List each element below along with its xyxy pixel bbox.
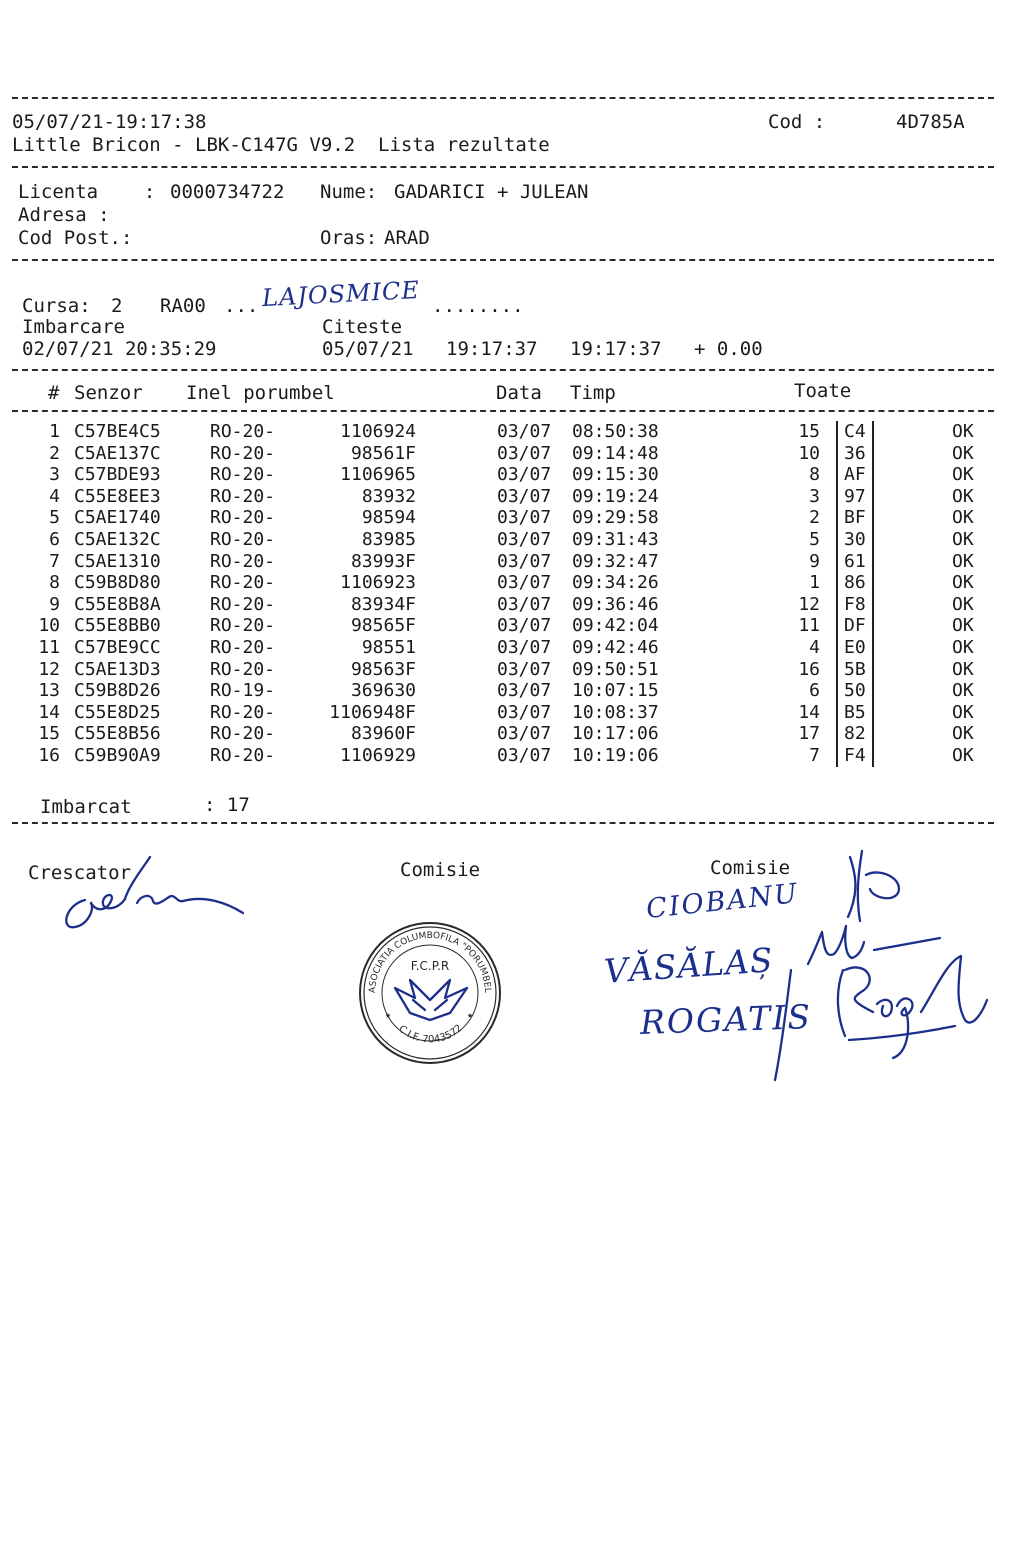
status-ok: OK: [952, 723, 974, 745]
rank-position: 9: [809, 550, 820, 572]
adresa-label: Adresa :: [18, 204, 110, 226]
sensor-id: C57BDE93: [74, 464, 161, 486]
handwritten-name-3: ROGATIS: [639, 997, 813, 1042]
rank-position: 4: [809, 636, 820, 658]
results-table: [0, 421, 1024, 767]
arrival-time: 08:50:38: [572, 421, 659, 442]
table-row: [0, 572, 1024, 594]
status-ok: OK: [952, 550, 974, 572]
nume-value: GADARICI + JULEAN: [394, 181, 589, 203]
row-index: 9: [49, 593, 60, 615]
ring-number: 98565F: [350, 615, 416, 637]
status-ok: OK: [952, 421, 974, 442]
col-header-inel: Inel porumbel: [186, 382, 335, 404]
row-index: 14: [38, 701, 60, 723]
ring-prefix: RO-20-: [210, 442, 276, 464]
sensor-id: C55E8EE3: [74, 485, 161, 507]
sensor-id: C5AE1740: [74, 507, 161, 529]
row-index: 7: [49, 550, 60, 572]
ring-number: 83932: [361, 485, 416, 507]
status-ok: OK: [952, 528, 974, 550]
imbarcare-datetime: 02/07/21 20:35:29: [22, 338, 217, 360]
sensor-id: C55E8D25: [74, 701, 161, 723]
sensor-id: C5AE137C: [74, 442, 161, 464]
arrival-time: 10:17:06: [572, 723, 659, 745]
table-row: [0, 464, 1024, 486]
arrival-date: 03/07: [497, 636, 552, 658]
arrival-time: 09:14:48: [572, 442, 659, 464]
status-ok: OK: [952, 464, 974, 486]
status-ok: OK: [952, 485, 974, 507]
table-header-rule: [12, 410, 994, 412]
table-row: [0, 745, 1024, 767]
stamp-center-text: F.C.P.R: [410, 959, 450, 973]
sensor-id: C5AE1310: [74, 550, 161, 572]
row-index: 2: [49, 442, 60, 464]
table-row: [0, 702, 1024, 724]
table-row: [0, 551, 1024, 573]
cod-post-label: Cod Post.:: [18, 227, 133, 249]
citeste-date: 05/07/21: [322, 338, 414, 360]
table-row: [0, 615, 1024, 637]
check-code: F4: [836, 745, 874, 767]
svg-text:C.I.F. 7043572: [396, 1023, 465, 1046]
check-code: C4: [836, 421, 874, 443]
check-code: 36: [836, 443, 874, 465]
status-ok: OK: [952, 572, 974, 594]
status-ok: OK: [952, 658, 974, 680]
arrival-time: 09:15:30: [572, 464, 659, 486]
arrival-date: 03/07: [497, 464, 552, 486]
arrival-time: 09:31:43: [572, 528, 659, 550]
ring-number: 1106924: [340, 421, 416, 442]
sensor-id: C5AE132C: [74, 528, 161, 550]
check-code: B5: [836, 702, 874, 724]
arrival-time: 09:50:51: [572, 658, 659, 680]
top-rule: [12, 97, 994, 99]
arrival-date: 03/07: [497, 528, 552, 550]
rank-position: 3: [809, 485, 820, 507]
col-header-senzor: Senzor: [74, 382, 143, 404]
ring-prefix: RO-20-: [210, 744, 276, 766]
ring-number: 83960F: [350, 723, 416, 745]
ring-prefix: RO-20-: [210, 507, 276, 529]
sensor-id: C59B8D26: [74, 680, 161, 702]
ring-prefix: RO-20-: [210, 723, 276, 745]
ring-prefix: RO-20-: [210, 550, 276, 572]
check-code: 97: [836, 486, 874, 508]
ra-code: RA00: [160, 295, 206, 317]
ring-prefix: RO-20-: [210, 593, 276, 615]
ring-prefix: RO-20-: [210, 636, 276, 658]
ring-prefix: RO-20-: [210, 464, 276, 486]
rank-position: 10: [798, 442, 820, 464]
ring-prefix: RO-20-: [210, 658, 276, 680]
row-index: 11: [38, 636, 60, 658]
ring-prefix: RO-20-: [210, 701, 276, 723]
table-row: [0, 421, 1024, 443]
arrival-date: 03/07: [497, 572, 552, 594]
rank-position: 7: [809, 744, 820, 766]
stamp-outer-text: ASOCIATIA COLUMBOFILA "PORUMBEL VOIAJOR" ARAD: [351, 911, 493, 994]
arrival-date: 03/07: [497, 485, 552, 507]
sensor-id: C55E8BB0: [74, 615, 161, 637]
rank-position: 12: [798, 593, 820, 615]
crescator-signature: [55, 855, 255, 945]
row-index: 12: [38, 658, 60, 680]
row-index: 3: [49, 464, 60, 486]
arrival-date: 03/07: [497, 507, 552, 529]
table-row: [0, 594, 1024, 616]
arrival-time: 10:19:06: [572, 744, 659, 766]
svg-text:★: ★: [467, 1010, 474, 1021]
check-code: 50: [836, 680, 874, 702]
comisie-signature-3: [765, 940, 995, 1085]
sensor-id: C57BE4C5: [74, 421, 161, 442]
ring-number: 98551: [361, 636, 416, 658]
rank-position: 15: [798, 421, 820, 442]
check-code: 82: [836, 723, 874, 745]
ring-prefix: RO-20-: [210, 572, 276, 594]
cursa-value: 2: [111, 295, 123, 317]
ring-number: 83934F: [350, 593, 416, 615]
arrival-date: 03/07: [497, 658, 552, 680]
arrival-date: 03/07: [497, 421, 552, 442]
ring-number: 83985: [361, 528, 416, 550]
arrival-date: 03/07: [497, 442, 552, 464]
col-header-data: Data: [496, 382, 542, 404]
row-index: 4: [49, 485, 60, 507]
status-ok: OK: [952, 615, 974, 637]
arrival-date: 03/07: [497, 701, 552, 723]
table-row: [0, 486, 1024, 508]
ring-number: 98594: [361, 507, 416, 529]
rank-position: 14: [798, 701, 820, 723]
sensor-id: C59B90A9: [74, 744, 161, 766]
check-code: E0: [836, 637, 874, 659]
arrival-time: 09:29:58: [572, 507, 659, 529]
imbarcat-value: : 17: [204, 794, 250, 816]
row-index: 1: [49, 421, 60, 442]
comisie-label-1: Comisie: [400, 859, 481, 881]
association-stamp: [351, 911, 505, 1068]
header-rule: [12, 166, 994, 168]
crescator-label: Crescator: [28, 862, 131, 884]
row-index: 10: [38, 615, 60, 637]
cod-label: Cod :: [768, 111, 826, 133]
status-ok: OK: [952, 636, 974, 658]
ring-prefix: RO-19-: [210, 680, 276, 702]
ring-number: 1106948F: [329, 701, 416, 723]
arrival-time: 09:36:46: [572, 593, 659, 615]
citeste-time-1: 19:17:37: [446, 338, 538, 360]
rank-position: 2: [809, 507, 820, 529]
table-row: [0, 637, 1024, 659]
arrival-time: 09:42:04: [572, 615, 659, 637]
row-index: 6: [49, 528, 60, 550]
table-row: [0, 507, 1024, 529]
table-row: [0, 680, 1024, 702]
rank-position: 17: [798, 723, 820, 745]
citeste-label: Citeste: [322, 316, 403, 338]
status-ok: OK: [952, 680, 974, 702]
ring-number: 1106929: [340, 744, 416, 766]
rank-position: 16: [798, 658, 820, 680]
ring-prefix: RO-20-: [210, 485, 276, 507]
comisie-label-2: Comisie: [710, 857, 791, 879]
check-code: 5B: [836, 659, 874, 681]
handwritten-name-2: VĂSĂLAȘ: [602, 940, 775, 991]
status-ok: OK: [952, 701, 974, 723]
table-row: [0, 659, 1024, 681]
arrival-date: 03/07: [497, 723, 552, 745]
ring-number: 83993F: [350, 550, 416, 572]
table-row: [0, 443, 1024, 465]
imbarcat-label: Imbarcat: [40, 796, 132, 818]
rank-position: 8: [809, 464, 820, 486]
rank-position: 5: [809, 528, 820, 550]
ring-prefix: RO-20-: [210, 421, 276, 442]
status-ok: OK: [952, 507, 974, 529]
oras-label: Oras:: [320, 227, 378, 249]
col-header-timp: Timp: [570, 382, 616, 404]
arrival-time: 09:19:24: [572, 485, 659, 507]
dots-left: ...: [224, 295, 259, 317]
arrival-date: 03/07: [497, 615, 552, 637]
ring-number: 98561F: [350, 442, 416, 464]
status-ok: OK: [952, 744, 974, 766]
citeste-time-2: 19:17:37: [570, 338, 662, 360]
ring-prefix: RO-20-: [210, 615, 276, 637]
sensor-id: C59B8D80: [74, 572, 161, 594]
check-code: BF: [836, 507, 874, 529]
arrival-date: 03/07: [497, 593, 552, 615]
footer-rule: [12, 822, 994, 824]
row-index: 5: [49, 507, 60, 529]
rank-position: 11: [798, 615, 820, 637]
arrival-time: 10:08:37: [572, 701, 659, 723]
table-row: [0, 723, 1024, 745]
licenta-label: Licenta :: [18, 181, 156, 203]
system-title: Little Bricon - LBK-C147G V9.2 Lista rezultate: [12, 134, 550, 156]
nume-label: Nume:: [320, 181, 378, 203]
imbarcare-label: Imbarcare: [22, 316, 125, 338]
handwritten-name-1: CIOBANU: [644, 878, 801, 925]
check-code: F8: [836, 594, 874, 616]
arrival-date: 03/07: [497, 680, 552, 702]
check-code: AF: [836, 464, 874, 486]
svg-text:★: ★: [385, 1010, 392, 1021]
col-header-toate: Toate: [794, 380, 852, 402]
citeste-offset: + 0.00: [694, 338, 763, 360]
dots-right: ........: [432, 295, 524, 317]
rank-position: 6: [809, 680, 820, 702]
arrival-time: 09:32:47: [572, 550, 659, 572]
licenta-value: 0000734722: [170, 181, 285, 203]
arrival-time: 10:07:15: [572, 680, 659, 702]
row-index: 15: [38, 723, 60, 745]
check-code: 30: [836, 529, 874, 551]
location-handwritten: LAJOSMICE: [261, 275, 421, 313]
check-code: 61: [836, 551, 874, 573]
row-index: 13: [38, 680, 60, 702]
cursa-label: Cursa:: [22, 295, 91, 317]
table-row: [0, 529, 1024, 551]
owner-rule: [12, 259, 994, 261]
row-index: 16: [38, 744, 60, 766]
sensor-id: C55E8B8A: [74, 593, 161, 615]
oras-value: ARAD: [384, 227, 430, 249]
row-index: 8: [49, 572, 60, 594]
cod-value: 4D785A: [896, 111, 965, 133]
stamp-cif-text: C.I.F. 7043572: [396, 1022, 465, 1046]
sensor-id: C55E8B56: [74, 723, 161, 745]
sensor-id: C5AE13D3: [74, 658, 161, 680]
col-header-idx: #: [48, 382, 60, 404]
ring-number: 369630: [350, 680, 416, 702]
arrival-date: 03/07: [497, 744, 552, 766]
arrival-time: 09:34:26: [572, 572, 659, 594]
check-code: 86: [836, 572, 874, 594]
ring-number: 98563F: [350, 658, 416, 680]
check-code: DF: [836, 615, 874, 637]
status-ok: OK: [952, 593, 974, 615]
status-ok: OK: [952, 442, 974, 464]
ring-prefix: RO-20-: [210, 528, 276, 550]
arrival-date: 03/07: [497, 550, 552, 572]
rank-position: 1: [809, 572, 820, 594]
arrival-time: 09:42:46: [572, 636, 659, 658]
ring-number: 1106923: [340, 572, 416, 594]
sensor-id: C57BE9CC: [74, 636, 161, 658]
report-datetime: 05/07/21-19:17:38: [12, 111, 207, 133]
race-rule: [12, 369, 994, 371]
ring-number: 1106965: [340, 464, 416, 486]
